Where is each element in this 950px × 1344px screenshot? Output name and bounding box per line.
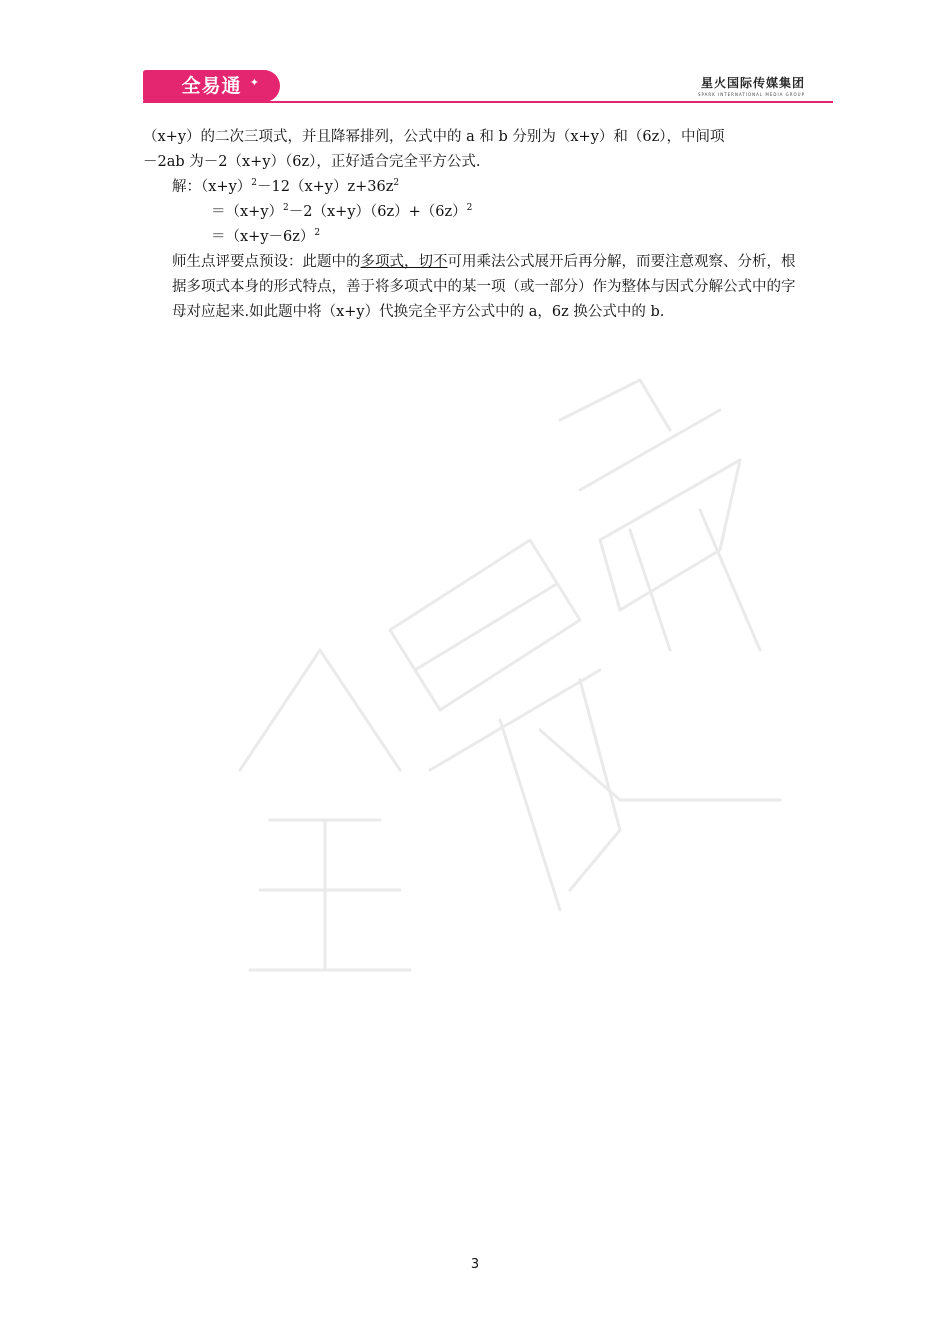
- solution-step-3: $=(x+y-6z)^2$: [211, 228, 321, 245]
- page-number: 3: [470, 1257, 480, 1272]
- document-body: [143, 125, 808, 325]
- publisher-name: 星火国际传媒集团: [700, 76, 805, 90]
- paragraph-line: －2ab 为－2（x+y）（6z），正好适合完全平方公式.: [143, 154, 481, 170]
- page-header: [0, 0, 950, 110]
- sparkle-icon: ✦: [249, 76, 260, 89]
- publisher-block: [698, 74, 805, 97]
- brand-logo: [143, 70, 280, 102]
- underlined-text: 多项式，切不: [360, 254, 448, 270]
- watermark: [200, 335, 800, 1000]
- solution-label: 解：: [172, 179, 201, 195]
- header-divider: [143, 101, 833, 103]
- teacher-comment: 师生点评要点预设：此题中的多项式，切不可用乘法公式展开后再分解，而要注意观察、分析，根据多项式本身的形式特点，善于将多项式中的某一项（或一部分）作为整体与因式分解公式中的字母对应起来.如此题中将（x+y）代换完全平方公式中的 a，6z 换公式中的 b.: [172, 254, 796, 320]
- publisher-name-en: SPARK INTERNATIONAL MEDIA GROUP: [697, 92, 805, 97]
- solution-step-2: $=(x+y)^2-2(x+y)(6z)+(6z)^2$: [211, 203, 473, 220]
- solution-step-1: 解：$(x+y)^2-12(x+y)z+36z^2$: [172, 178, 400, 195]
- paragraph-line: （x+y）的二次三项式，并且降幂排列，公式中的 a 和 b 分别为（x+y）和（6z），中间项: [143, 129, 725, 145]
- watermark-text: 全易通: [200, 335, 249, 354]
- brand-logo-text: 全易通: [181, 75, 242, 97]
